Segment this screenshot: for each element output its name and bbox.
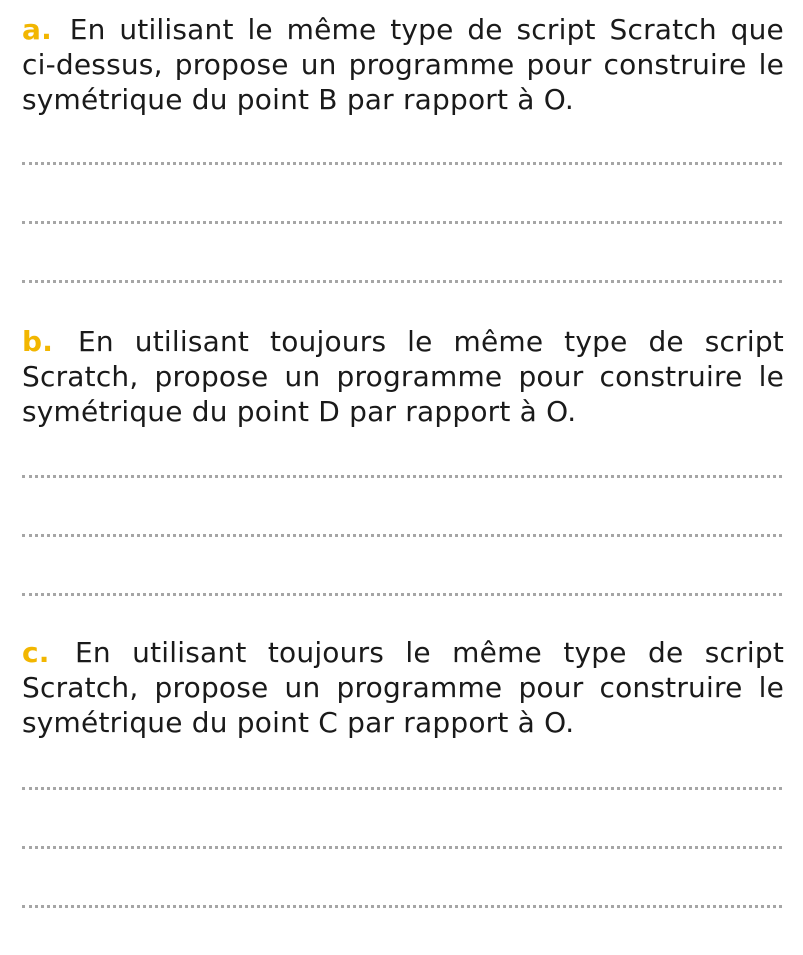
question-a-label: a. — [22, 13, 52, 46]
answer-line[interactable] — [22, 162, 782, 165]
answer-line[interactable] — [22, 846, 782, 849]
question-c-text: En utilisant toujours le même type de script Scratch, propose un programme pour construire le symétrique du point C par rapport à O. — [22, 636, 784, 739]
question-b-label: b. — [22, 325, 54, 358]
answer-line[interactable] — [22, 905, 782, 908]
question-c — [22, 635, 784, 740]
answer-line[interactable] — [22, 221, 782, 224]
answer-line[interactable] — [22, 475, 782, 478]
question-a-text-block — [22, 12, 784, 117]
answer-line[interactable] — [22, 280, 782, 283]
question-a — [22, 12, 784, 117]
question-c-text-block — [22, 635, 784, 740]
question-a-text: En utilisant le même type de script Scratch que ci-dessus, propose un programme pour construire le symétrique du point B par rapport à O. — [22, 13, 784, 116]
answer-line[interactable] — [22, 787, 782, 790]
question-b-text: En utilisant toujours le même type de script Scratch, propose un programme pour construire le symétrique du point D par rapport à O. — [22, 325, 784, 428]
question-b — [22, 324, 784, 429]
answer-line[interactable] — [22, 534, 782, 537]
question-b-text-block — [22, 324, 784, 429]
question-c-label: c. — [22, 636, 50, 669]
answer-line[interactable] — [22, 593, 782, 596]
